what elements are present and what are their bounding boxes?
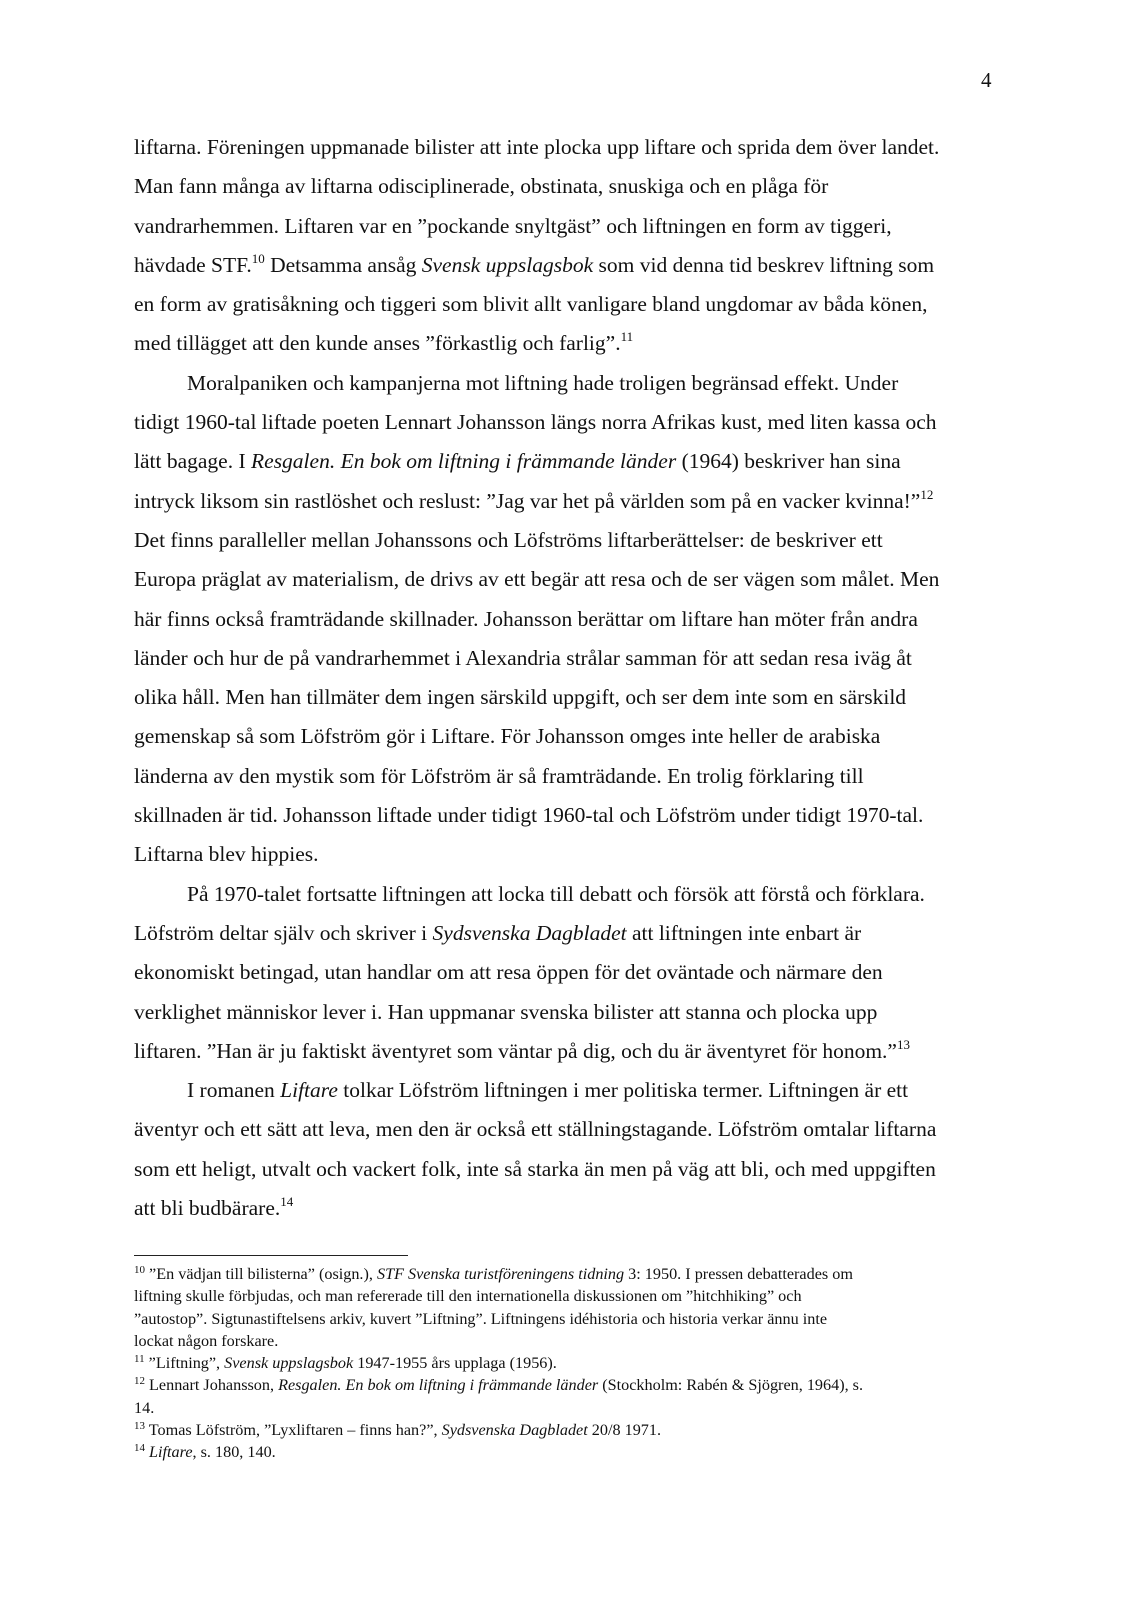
book-title: Svensk uppslagsbok [421,252,594,277]
footnote-ref: 13 [896,1036,910,1052]
text-line: Det finns paralleller mellan Johanssons och Löfströms liftarberättelser: de beskriver ett [134,527,883,552]
text-line: lätt bagage. I Resgalen. En bok om liftning i främmande länder (1964) beskriver han sina [134,449,901,474]
footnote-separator [134,1255,408,1256]
paragraph [134,364,1006,875]
text-line: Moralpaniken och kampanjerna mot liftning hade troligen begränsad effekt. Under [187,370,899,395]
publication-title: Liftare [149,1443,193,1462]
text-line: äventyr och ett sätt att leva, men den är också ett ställningstagande. Löfström omtalar liftarna [134,1117,937,1142]
paragraph [134,875,1006,1071]
newspaper-title: Sydsvenska Dagbladet [432,920,627,945]
footnote-number: 11 [134,1353,145,1366]
footnote [134,1352,1002,1374]
page-number: 4 [981,68,992,92]
footnote-ref: 14 [280,1194,294,1210]
text-line: liftaren. ”Han är ju faktiskt äventyret som väntar på dig, och du är äventyret för honom.”$^{13}$ [134,1036,910,1063]
book-title: Liftare [280,1078,338,1103]
footnote-ref: 11 [620,329,634,345]
footnote-line: 14. [134,1398,155,1417]
body-text [134,128,1006,1228]
text-line: tidigt 1960-tal liftade poeten Lennart Johansson längs norra Afrikas kust, med liten kassa och [134,410,937,435]
text-line: länderna av den mystik som för Löfström är så framträdande. En trolig förklaring till [134,763,864,788]
paragraph [134,1071,1006,1228]
text-line: som ett heligt, utvalt och vackert folk, inte så starka än men på väg att bli, och med uppgiften [134,1156,936,1181]
footnote-number: 12 [134,1375,145,1388]
text-line: med tillägget att den kunde anses ”förkastlig och farlig”.$^{11}$ [134,329,634,356]
text-line: Man fann många av liftarna odisciplinerade, obstinata, snuskiga och en plåga för [134,174,829,199]
text-line: gemenskap så som Löfström gör i Liftare. För Johansson omges inte heller de arabiska [134,724,881,749]
footnotes [134,1263,1002,1464]
text-line: Löfström deltar själv och skriver i Sydsvenska Dagbladet att liftningen inte enbart är [134,920,862,945]
paragraph [134,128,1006,364]
text-line: intryck liksom sin rastlöshet och reslust: ”Jag var het på världen som på en vacker kvinna!”$^{12}$ [134,486,934,513]
footnote [134,1374,1002,1419]
text-line: Liftarna blev hippies. [134,842,319,867]
footnote-line: $^{13}$ Tomas Löfström, ”Lyxliftaren – finns han?”, Sydsvenska Dagbladet 20/8 1971. [134,1420,662,1440]
footnote-line: ”autostop”. Sigtunastiftelsens arkiv, kuvert ”Liftning”. Liftningens idéhistoria och historia verkar ännu inte [134,1309,828,1328]
book-title: Resgalen. En bok om liftning i främmande länder [251,449,677,474]
footnote-line: $^{10}$ ”En vädjan till bilisterna” (osign.), STF Svenska turistföreningens tidning 3: 1950. I pressen debatterades om [134,1264,853,1283]
footnote-line: $^{12}$ Lennart Johansson, Resgalen. En bok om liftning i främmande länder (Stockholm: Rabén & Sjögren, 1964), s. [134,1375,864,1395]
footnote-number: 13 [134,1420,145,1433]
text-line: skillnaden är tid. Johansson liftade under tidigt 1960-tal och Löfström under tidigt 1970-tal. [134,803,924,828]
publication-title: STF Svenska turistföreningens tidning [376,1265,625,1283]
footnote-line: lockat någon forskare. [134,1331,279,1350]
footnote-number: 14 [134,1442,145,1455]
footnote-line: $^{11}$ ”Liftning”, Svensk uppslagsbok 1947-1955 års upplaga (1956). [134,1353,557,1373]
text-line: att bli budbärare.$^{14}$ [134,1194,294,1221]
footnote-ref: 12 [920,486,934,502]
publication-title: Svensk uppslagsbok [224,1354,354,1373]
text-line: På 1970-talet fortsatte liftningen att locka till debatt och försök att förstå och förklara. [187,881,925,906]
footnote-line: $^{14}$ Liftare, s. 180, 140. [134,1442,276,1462]
text-line: här finns också framträdande skillnader. Johansson berättar om liftare han möter från andra [134,606,918,631]
footnote [134,1263,1002,1352]
text-line: vandrarhemmen. Liftaren var en ”pockande snyltgäst” och liftningen en form av tiggeri, [134,213,892,238]
footnote-line: liftning skulle förbjudas, och man refererade till den internationella diskussionen om ”hitchhiking” och [134,1287,802,1306]
text-line: olika håll. Men han tillmäter dem ingen särskild uppgift, och ser dem inte som en särskild [134,685,907,710]
text-line: länder och hur de på vandrarhemmet i Alexandria strålar samman för att sedan resa iväg åt [134,645,912,670]
text-line: hävdade STF.$^{10}$ Detsamma ansåg Svensk uppslagsbok som vid denna tid beskrev liftning som [134,250,935,277]
text-line: liftarna. Föreningen uppmanade bilister att inte plocka upp liftare och sprida dem över landet. [134,135,940,159]
text-line: ekonomiskt betingad, utan handlar om att resa öppen för det oväntade och närmare den [134,960,883,985]
publication-title: Sydsvenska Dagbladet [441,1421,588,1440]
footnote-ref: 10 [251,250,265,266]
footnote [134,1419,1002,1441]
text-line: verklighet människor lever i. Han uppmanar svenska bilister att stanna och plocka upp [134,999,878,1024]
text-line: I romanen Liftare tolkar Löfström liftningen i mer politiska termer. Liftningen är ett [187,1078,909,1103]
footnote-number: 10 [134,1264,145,1276]
publication-title: Resgalen. En bok om liftning i främmande länder [278,1376,599,1395]
text-line: en form av gratisåkning och tiggeri som blivit allt vanligare bland ungdomar av båda könen, [134,292,928,317]
footnote [134,1441,1002,1463]
text-line: Europa präglat av materialism, de drivs av ett begär att resa och de ser vägen som målet. Men [134,567,940,592]
